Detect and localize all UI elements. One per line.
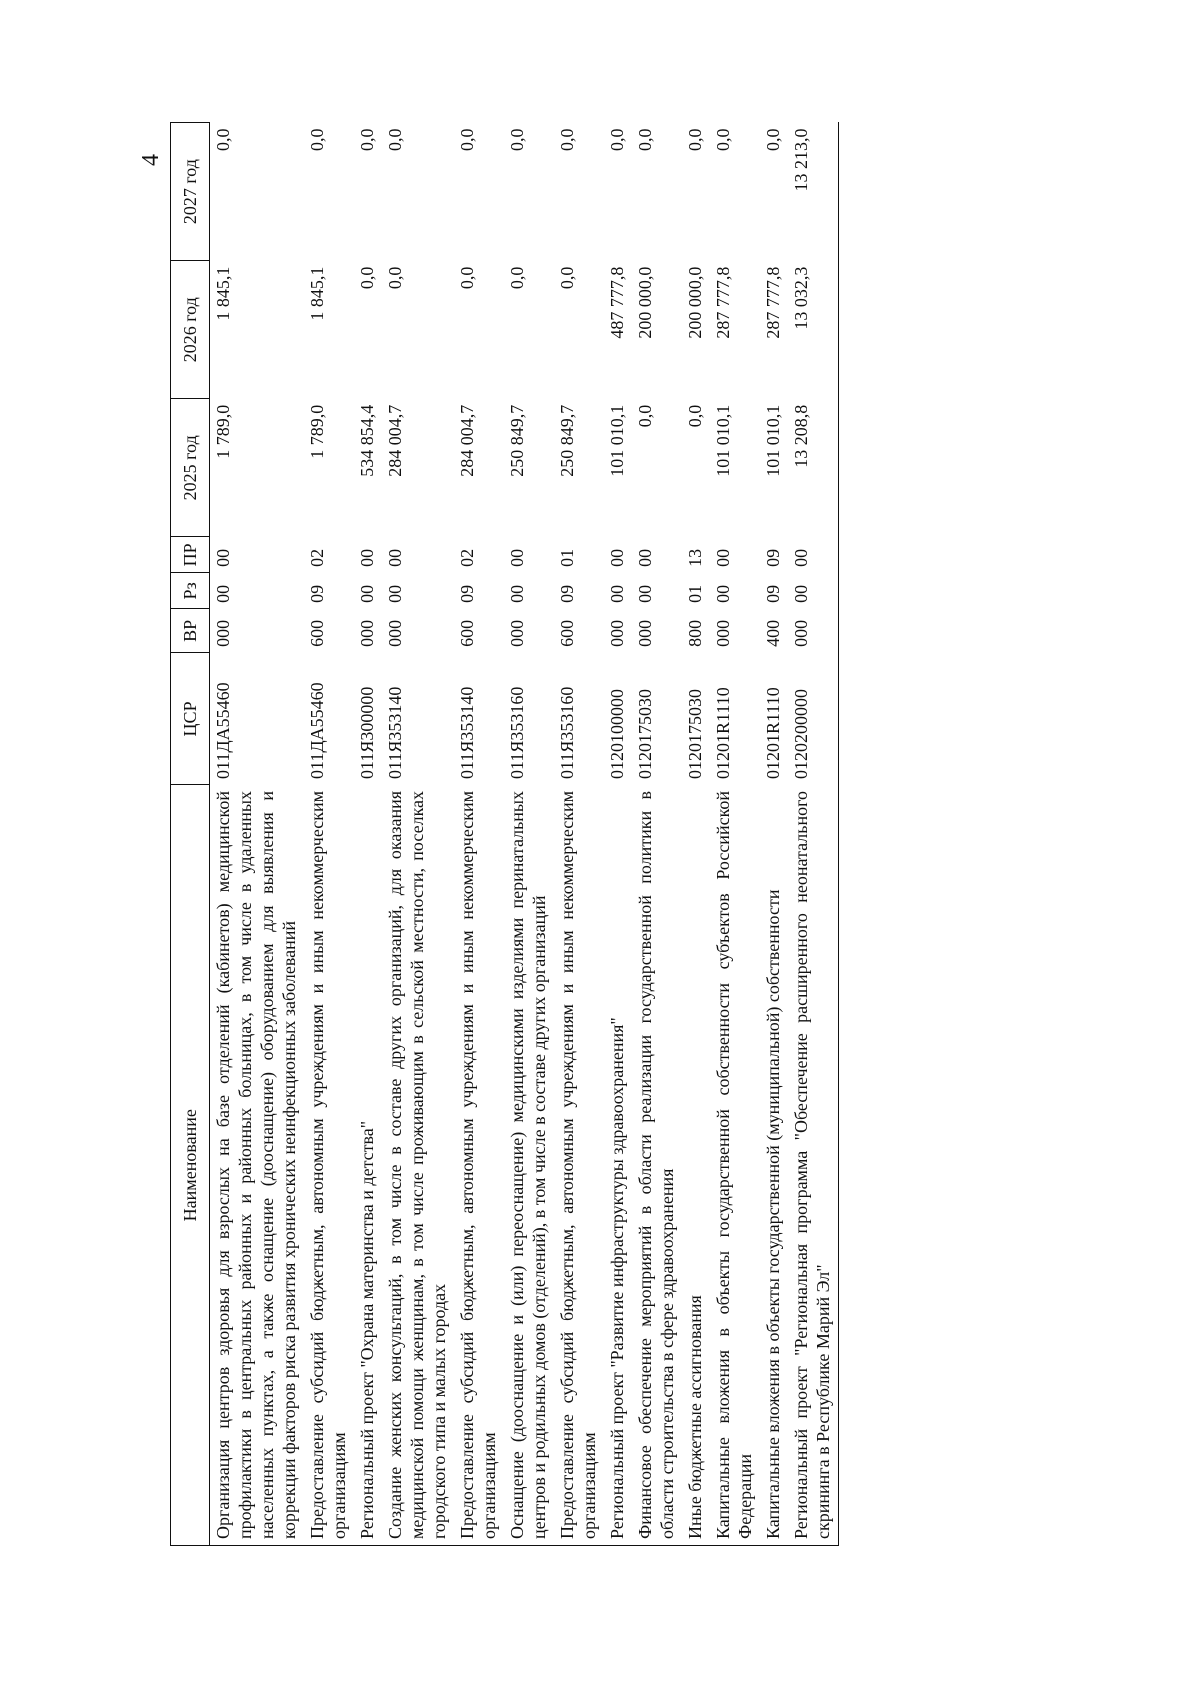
row-name: Региональный проект "Охрана материнства и детства"	[354, 785, 382, 1546]
row-2026: 0,0	[557, 266, 577, 290]
row-pr: 01	[557, 548, 577, 567]
row-name: Иные бюджетные ассигнования	[682, 785, 710, 1546]
row-vr: 000	[385, 619, 405, 647]
row-2026: 13 032,3	[788, 261, 839, 399]
row-csr: 0120175030	[635, 688, 655, 779]
row-rz: 00	[713, 584, 733, 603]
table-row	[604, 123, 632, 1546]
table-row	[554, 123, 604, 1546]
table-row	[504, 123, 554, 1546]
table-row	[354, 123, 382, 1546]
row-vr: 000	[713, 619, 733, 647]
row-2025: 250 849,7	[557, 404, 577, 477]
row-vr: 800	[685, 619, 705, 647]
row-pr: 02	[457, 548, 477, 567]
row-2026: 0,0	[457, 266, 477, 290]
row-vr: 000	[607, 619, 627, 647]
row-2026: 0,0	[357, 266, 377, 290]
row-pr: 02	[307, 548, 327, 567]
row-pr: 13	[685, 548, 705, 567]
row-rz: 01	[685, 584, 705, 603]
row-rz: 09	[763, 584, 783, 603]
header-2027: 2027 год	[171, 123, 210, 261]
row-rz: 00	[507, 584, 527, 603]
row-csr: 0120175030	[685, 688, 705, 779]
row-pr: 00	[713, 548, 733, 567]
row-2027: 13 213,0	[788, 123, 839, 261]
table-row	[710, 123, 760, 1546]
row-2027: 0,0	[307, 128, 327, 151]
row-2025: 0,0	[685, 404, 705, 428]
row-rz: 00	[385, 584, 405, 603]
row-2027: 0,0	[557, 128, 577, 151]
row-csr: 011Я300000	[357, 686, 377, 779]
row-csr: 0120100000	[607, 688, 627, 779]
row-pr: 00	[213, 548, 233, 567]
row-name: Предоставление субсидий бюджетным, автономным учреждениям и иным некоммерческим организациям	[454, 785, 504, 1546]
row-name: Финансовое обеспечение мероприятий в области реализации государственной политики в области строительства в сфере здравоохранения	[632, 785, 682, 1546]
row-csr: 011Я353160	[507, 686, 527, 779]
row-2027: 0,0	[713, 128, 733, 151]
row-vr: 600	[307, 619, 327, 647]
row-pr: 00	[607, 548, 627, 567]
row-name: Создание женских консультаций, в том числе в составе других организаций, для оказания медицинской помощи женщинам, в том числе проживающим в сельской местности, поселках городского типа и малых городах	[382, 785, 454, 1546]
table-header-row	[171, 123, 210, 1546]
row-vr: 000	[788, 609, 839, 653]
row-2026: 0,0	[385, 266, 405, 290]
row-csr: 011ДА55460	[213, 682, 233, 779]
row-vr: 000	[213, 619, 233, 647]
header-csr: ЦСР	[171, 653, 210, 785]
row-rz: 09	[307, 584, 327, 603]
table-row	[632, 123, 682, 1546]
row-name: Организация центров здоровья для взрослых на базе отделений (кабинетов) медицинской профилактики в центральных районных и районных больницах, в том числе в удаленных населенных пунктах, а также оснащение (дооснащение) оборудованием для выявления и коррекции факторов риска развития хронических неинфекционных заболеваний	[210, 785, 305, 1546]
row-rz: 00	[635, 584, 655, 603]
header-2026: 2026 год	[171, 261, 210, 399]
row-name: Региональный проект "Развитие инфраструктуры здравоохранения"	[604, 785, 632, 1546]
row-2027: 0,0	[763, 128, 783, 151]
row-name: Оснащение (дооснащение и (или) переоснащение) медицинскими изделиями перинатальных центров и родильных домов (отделений), в том числе в составе других организаций	[504, 785, 554, 1546]
header-vr: ВР	[171, 609, 210, 653]
row-pr: 09	[763, 548, 783, 567]
row-pr: 00	[385, 548, 405, 567]
row-rz: 00	[357, 584, 377, 603]
row-2025: 101 010,1	[713, 404, 733, 477]
row-2027: 0,0	[357, 128, 377, 151]
row-pr: 00	[507, 548, 527, 567]
table-row	[454, 123, 504, 1546]
row-2027: 0,0	[507, 128, 527, 151]
row-rz: 00	[213, 584, 233, 603]
page-number: 4	[138, 154, 164, 166]
row-2025: 250 849,7	[507, 404, 527, 477]
header-2025: 2025 год	[171, 399, 210, 537]
table-row	[210, 123, 305, 1546]
row-rz: 09	[457, 584, 477, 603]
row-2027: 0,0	[385, 128, 405, 151]
row-vr: 400	[763, 619, 783, 647]
row-vr: 000	[635, 619, 655, 647]
row-name: Предоставление субсидий бюджетным, автономным учреждениям и иным некоммерческим организациям	[554, 785, 604, 1546]
row-vr: 600	[457, 619, 477, 647]
row-2025: 1 789,0	[307, 404, 327, 459]
row-2025: 101 010,1	[607, 404, 627, 477]
row-2026: 0,0	[507, 266, 527, 290]
row-2027: 0,0	[685, 128, 705, 151]
table-row	[382, 123, 454, 1546]
row-2027: 0,0	[457, 128, 477, 151]
row-csr: 0120200000	[788, 653, 839, 785]
row-csr: 011Я353160	[557, 686, 577, 779]
row-2025: 0,0	[635, 404, 655, 428]
table-row	[304, 123, 354, 1546]
row-2026: 487 777,8	[607, 266, 627, 339]
row-name: Предоставление субсидий бюджетным, автономным учреждениям и иным некоммерческим организациям	[304, 785, 354, 1546]
row-2026: 1 845,1	[307, 266, 327, 321]
header-pr: ПР	[171, 537, 210, 573]
row-2025: 534 854,4	[357, 404, 377, 477]
row-pr: 00	[357, 548, 377, 567]
row-2027: 0,0	[635, 128, 655, 151]
row-2026: 287 777,8	[713, 266, 733, 339]
row-name: Капитальные вложения в объекты государственной собственности субъектов Российской Федерации	[710, 785, 760, 1546]
row-2026: 200 000,0	[685, 266, 705, 339]
row-2027: 0,0	[607, 128, 627, 151]
row-2026: 1 845,1	[213, 266, 233, 321]
header-name: Наименование	[171, 785, 210, 1546]
row-csr: 011Я353140	[457, 686, 477, 779]
row-name: Капитальные вложения в объекты государственной (муниципальной) собственности	[760, 785, 788, 1546]
row-2027: 0,0	[213, 128, 233, 151]
row-csr: 01201R1110	[763, 687, 783, 779]
table-row	[760, 123, 788, 1546]
row-csr: 011ДА55460	[307, 682, 327, 779]
table-row	[788, 123, 839, 1546]
header-rz: Рз	[171, 573, 210, 609]
row-rz: 00	[607, 584, 627, 603]
row-csr: 011Я353140	[385, 686, 405, 779]
row-2025: 13 208,8	[788, 399, 839, 537]
row-csr: 01201R1110	[713, 687, 733, 779]
budget-table	[170, 122, 839, 1546]
row-2025: 1 789,0	[213, 404, 233, 459]
row-name: Региональный проект "Региональная программа "Обеспечение расширенного неонатального скрининга в Республике Марий Эл"	[788, 785, 839, 1546]
row-vr: 000	[357, 619, 377, 647]
table-row	[682, 123, 710, 1546]
row-vr: 600	[557, 619, 577, 647]
row-2025: 284 004,7	[457, 404, 477, 477]
row-2025: 101 010,1	[763, 404, 783, 477]
row-pr: 00	[788, 537, 839, 573]
row-pr: 00	[635, 548, 655, 567]
row-2025: 284 004,7	[385, 404, 405, 477]
row-2026: 200 000,0	[635, 266, 655, 339]
row-vr: 000	[507, 619, 527, 647]
row-rz: 00	[788, 573, 839, 609]
row-2026: 287 777,8	[763, 266, 783, 339]
row-rz: 09	[557, 584, 577, 603]
